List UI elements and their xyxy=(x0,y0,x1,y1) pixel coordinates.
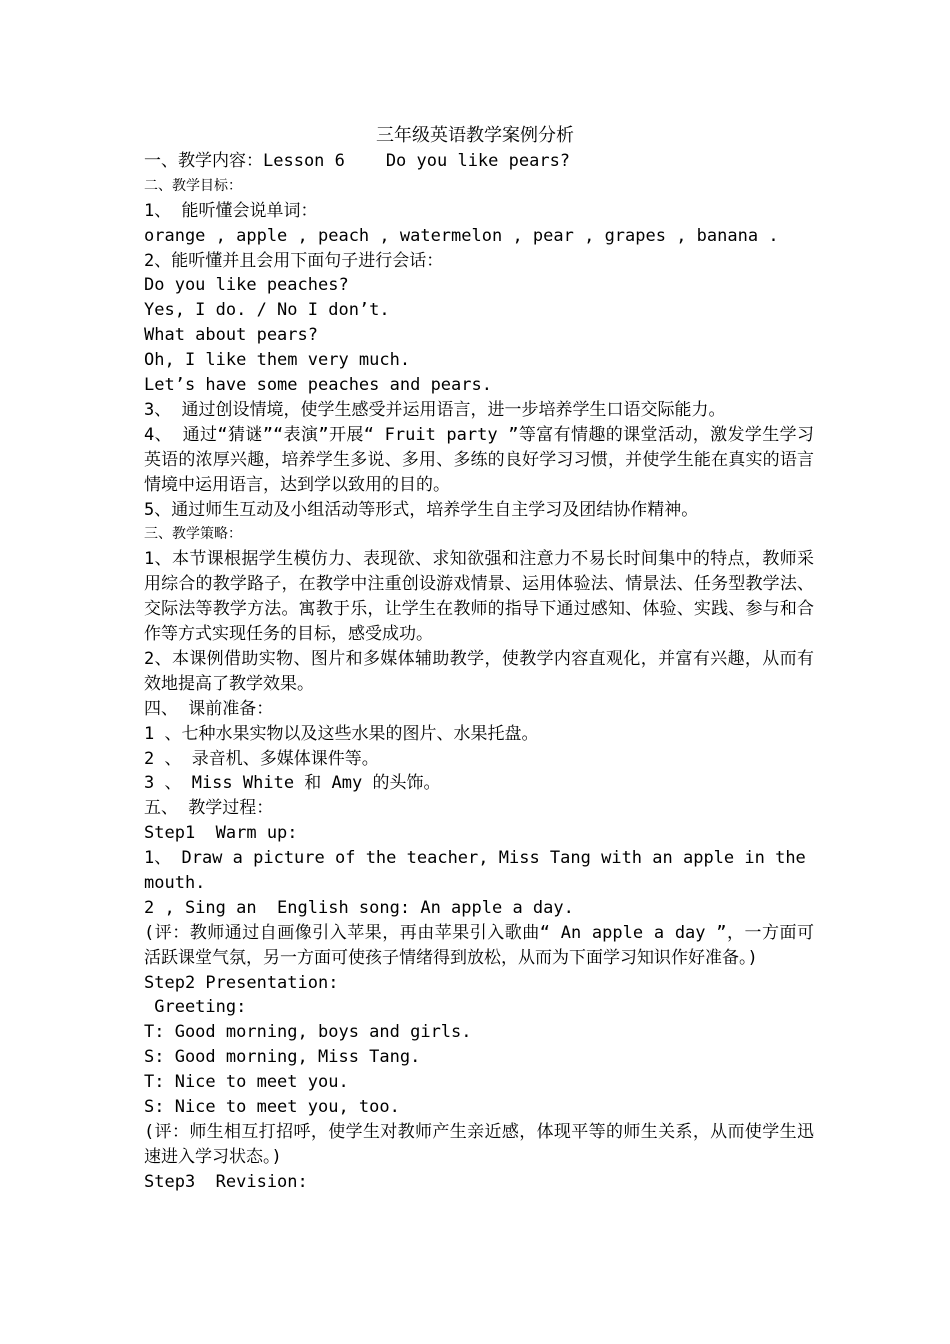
goal-3-line: 3、 通过创设情境，使学生感受并运用语言，进一步培养学生口语交际能力。 xyxy=(144,399,726,420)
step1-heading: Step1 Warm up: xyxy=(144,823,298,844)
section-heading-strategy: 三、教学策略： xyxy=(144,526,242,543)
comment-paragraph: (评：师生相互打招呼，使学生对教师产生亲近感，体现平等的师生关系，从而使学生迅速进入学习状态。) xyxy=(144,1121,814,1167)
lesson-content-line: 一、教学内容：Lesson 6 Do you like pears? xyxy=(144,151,571,171)
strategy-2-paragraph: 2、本课例借助实物、图片和多媒体辅助教学，使教学内容直观化，并富有兴趣，从而有效地提高了教学效果。 xyxy=(144,648,814,694)
document-body xyxy=(144,149,814,1195)
dialogue-line: What about pears? xyxy=(144,325,318,346)
comment-paragraph: (评：教师通过自画像引入苹果，再由苹果引入歌曲“ An apple a day ”，一方面可活跃课堂气氛，另一方面可使孩子情绪得到放松，从而为下面学习知识作好准备。) xyxy=(144,922,814,968)
step2-heading: Step2 Presentation: xyxy=(144,972,339,993)
preparation-item: 1 、七种水果实物以及这些水果的图片、水果托盘。 xyxy=(144,723,539,744)
section-heading-goals: 二、教学目标： xyxy=(144,177,242,194)
step1-item-1: 1、 Draw a picture of the teacher, Miss Tang with an apple in the mouth. xyxy=(144,848,806,893)
vocabulary-line: orange , apple , peach , watermelon , pear , grapes , banana . xyxy=(144,225,779,246)
dialogue-line: S: Nice to meet you, too. xyxy=(144,1097,400,1118)
dialogue-line: T: Good morning, boys and girls. xyxy=(144,1022,472,1043)
dialogue-line: Oh, I like them very much. xyxy=(144,350,411,371)
goal-2-line: 2、能听懂并且会用下面句子进行会话： xyxy=(144,250,444,271)
dialogue-line: Do you like peaches? xyxy=(144,275,349,296)
step3-heading: Step3 Revision: xyxy=(144,1171,308,1192)
goal-4-paragraph: 4、 通过“猜谜”“表演”开展“ Fruit party ”等富有情趣的课堂活动，激发学生学习英语的浓厚兴趣，培养学生多说、多用、多练的良好学习习惯，并使学生能在真实的语言情境中运用语言，达到学以致用的目的。 xyxy=(144,424,814,495)
preparation-item: 2 、 录音机、多媒体课件等。 xyxy=(144,748,379,769)
section-heading-preparation: 四、 课前准备： xyxy=(144,698,274,719)
document-title: 三年级英语教学案例分析 xyxy=(376,125,574,146)
dialogue-line: T: Nice to meet you. xyxy=(144,1072,349,1093)
dialogue-line: Let’s have some peaches and pears. xyxy=(144,375,492,396)
preparation-item: 3 、 Miss White 和 Amy 的头饰。 xyxy=(144,773,441,794)
greeting-label: Greeting: xyxy=(144,997,247,1018)
section-heading-process: 五、 教学过程： xyxy=(144,798,274,819)
goal-1-line: 1、 能听懂会说单词： xyxy=(144,200,318,221)
strategy-1-paragraph: 1、本节课根据学生模仿力、表现欲、求知欲强和注意力不易长时间集中的特点，教师采用综合的教学路子，在教学中注重创设游戏情景、运用体验法、情景法、任务型教学法、交际法等教学方法。寓教于乐，让学生在教师的指导下通过感知、体验、实践、参与和合作等方式实现任务的目标，感受成功。 xyxy=(144,549,814,645)
dialogue-line: S: Good morning, Miss Tang. xyxy=(144,1047,421,1068)
step1-item-2: 2 , Sing an English song: An apple a day. xyxy=(144,897,574,918)
goal-5-line: 5、通过师生互动及小组活动等形式，培养学生自主学习及团结协作精神。 xyxy=(144,499,699,520)
dialogue-line: Yes, I do. / No I don’t. xyxy=(144,300,390,321)
